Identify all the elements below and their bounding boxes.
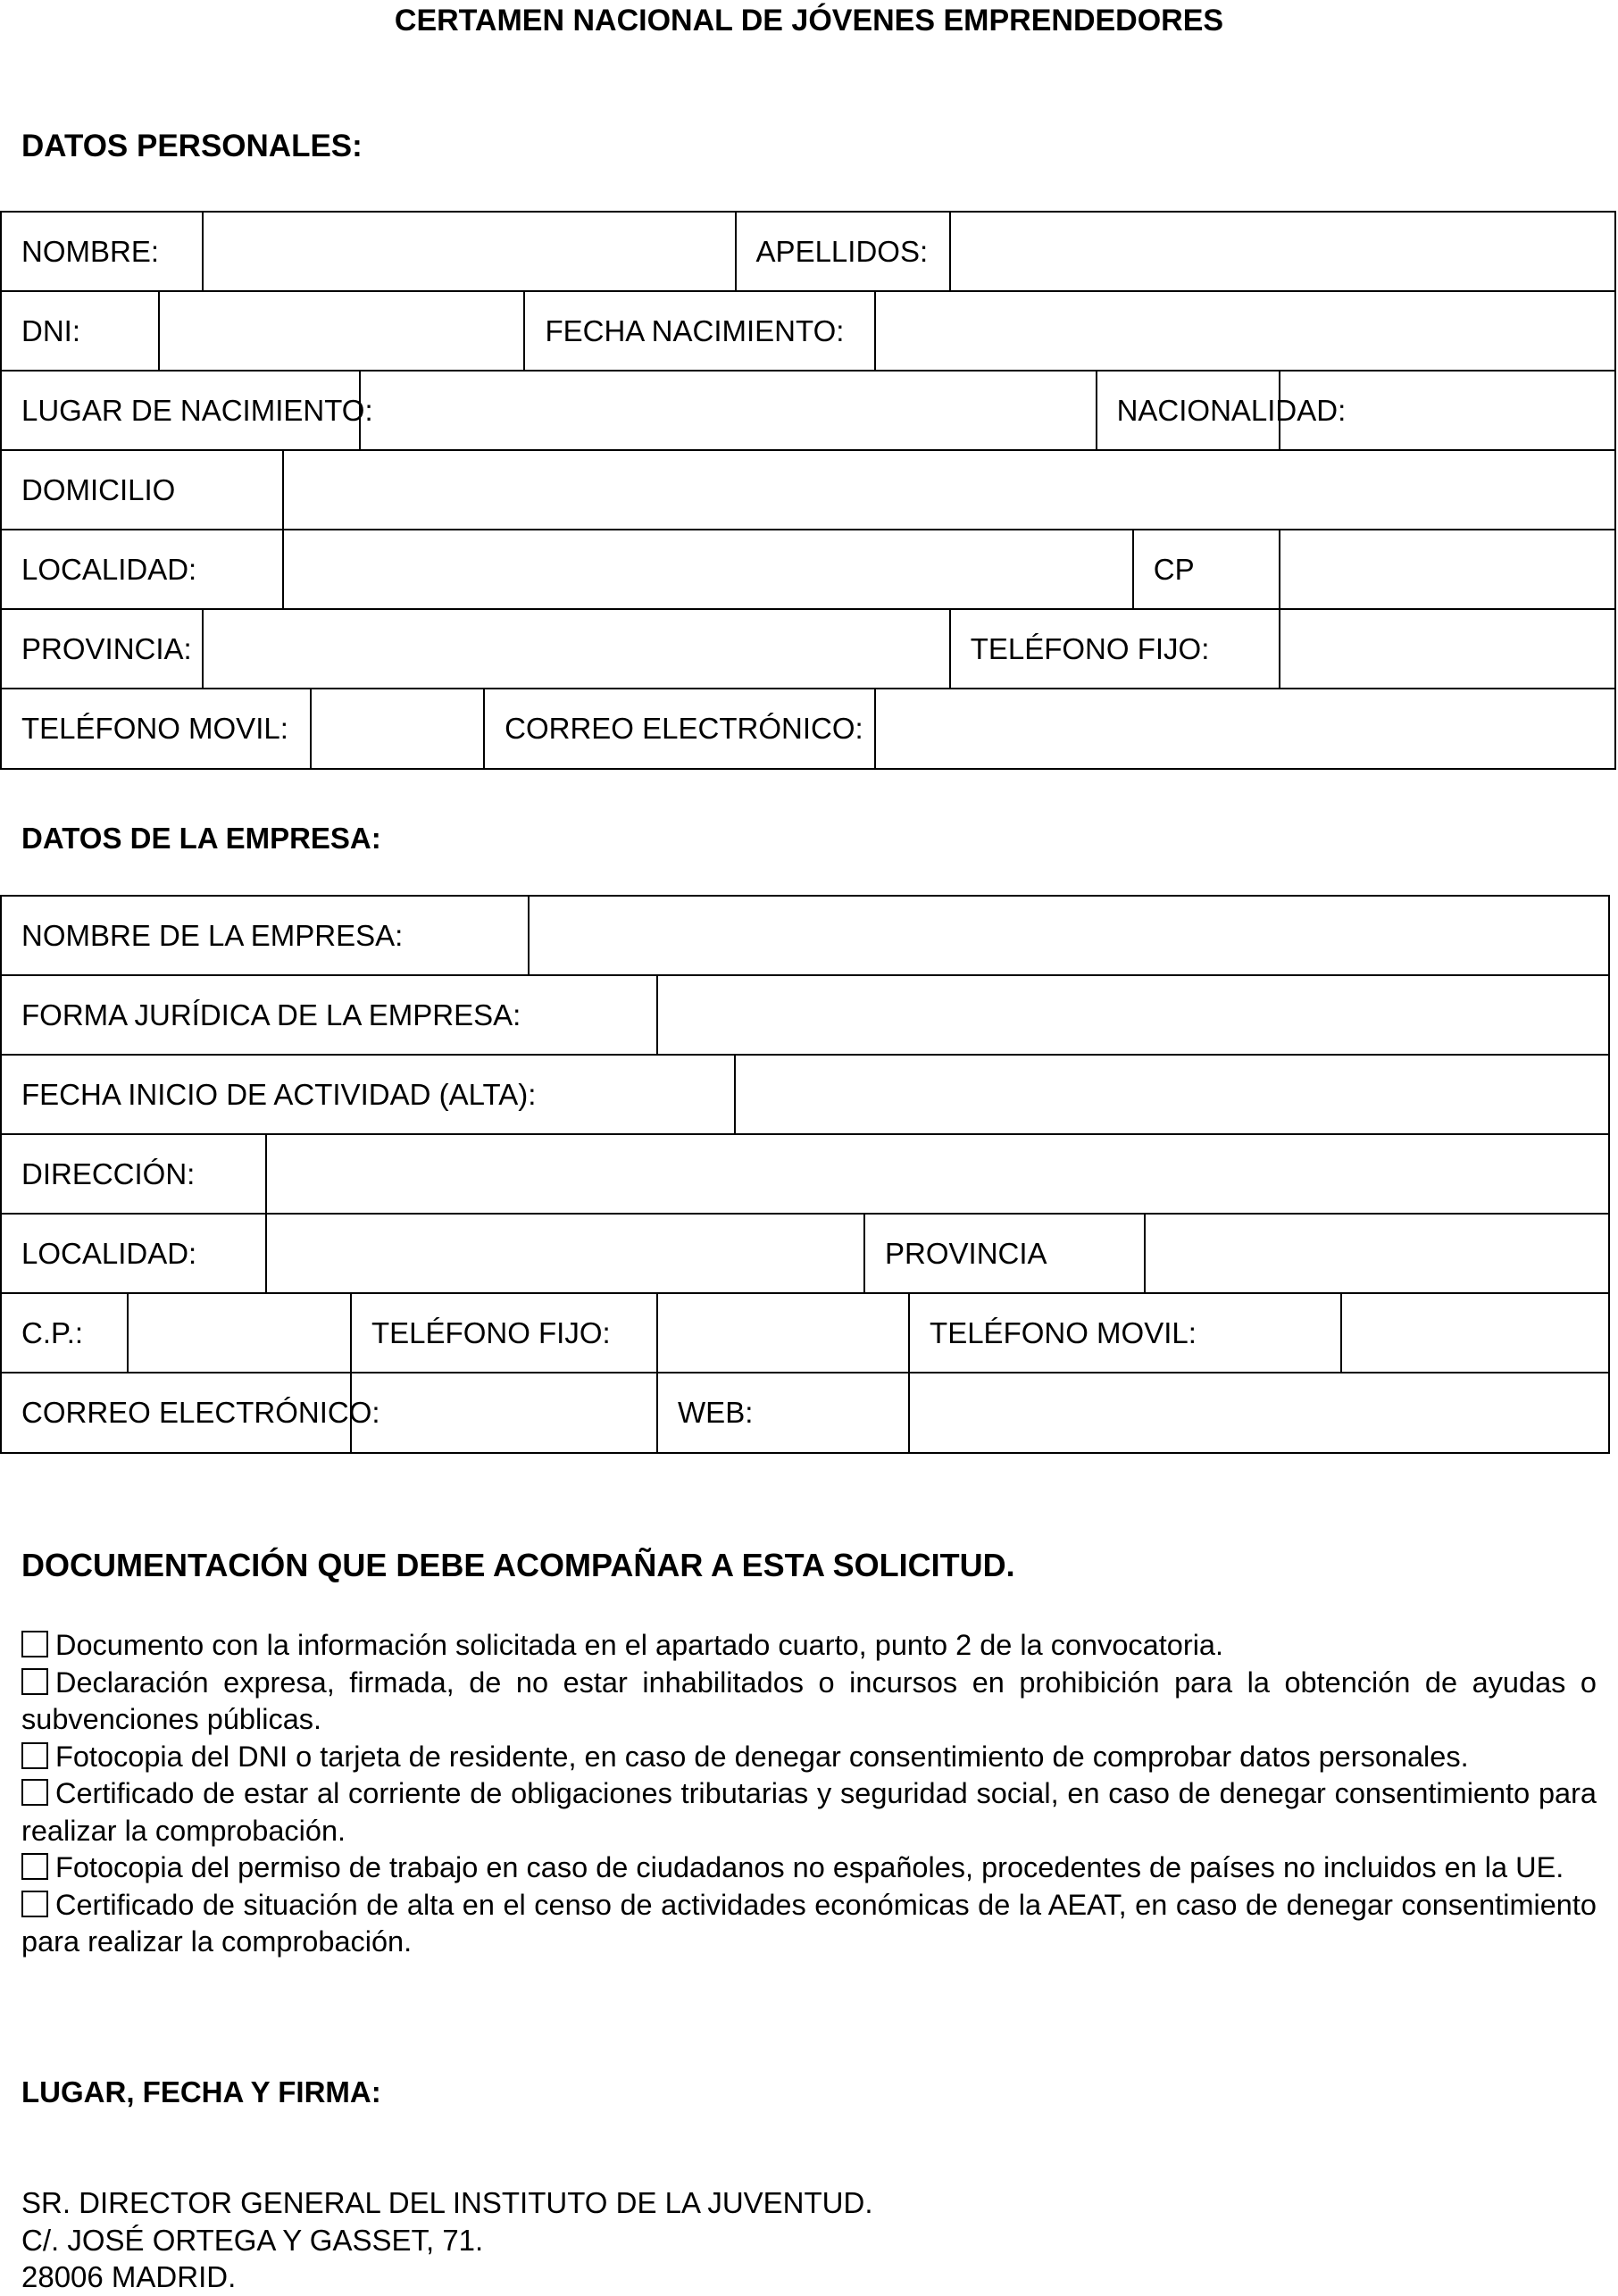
checkbox[interactable] [21,1668,48,1695]
checkbox[interactable] [21,1891,48,1917]
personal-data-table [0,211,1616,770]
empresa-provincia-field[interactable] [1145,1214,1609,1293]
checklist-item [21,1627,1597,1665]
lugar-nacimiento-label: LUGAR DE NACIMIENTO: [1,371,360,450]
direccion-label: DIRECCIÓN: [1,1134,266,1214]
telefono-movil-label: TELÉFONO MOVIL: [1,689,311,769]
telefono-fijo-label: TELÉFONO FIJO: [950,609,1280,689]
empresa-telefono-fijo-label: TELÉFONO FIJO: [351,1293,657,1373]
domicilio-field[interactable] [283,450,1615,530]
telefono-fijo-field[interactable] [1280,609,1615,689]
section-heading-datos-personales: DATOS PERSONALES: [21,129,363,163]
empresa-telefono-movil-label: TELÉFONO MOVIL: [909,1293,1341,1373]
empresa-localidad-field[interactable] [266,1214,864,1293]
checklist-item-text: Fotocopia del permiso de trabajo en caso de ciudadanos no españoles, procedentes de países no incluidos en la UE. [55,1851,1564,1883]
empresa-provincia-label: PROVINCIA [864,1214,1145,1293]
empresa-correo-field[interactable] [351,1373,657,1453]
documentation-checklist [21,1627,1597,1961]
address-line-city: 28006 MADRID. [21,2260,237,2293]
empresa-correo-label: CORREO ELECTRÓNICO: [1,1373,351,1453]
address-line-recipient: SR. DIRECTOR GENERAL DEL INSTITUTO DE LA JUVENTUD. [21,2186,873,2219]
apellidos-field[interactable] [950,212,1615,291]
domicilio-label: DOMICILIO [1,450,283,530]
checkbox[interactable] [21,1779,48,1806]
cp-label: CP [1133,530,1280,609]
section-heading-datos-empresa: DATOS DE LA EMPRESA: [21,822,381,855]
section-heading-lugar-fecha-firma: LUGAR, FECHA Y FIRMA: [21,2075,381,2108]
apellidos-label: APELLIDOS: [736,212,950,291]
nacionalidad-label: NACIONALIDAD: [1097,371,1280,450]
provincia-field[interactable] [203,609,950,689]
checkbox[interactable] [21,1631,48,1657]
nombre-label: NOMBRE: [1,212,203,291]
forma-juridica-label: FORMA JURÍDICA DE LA EMPRESA: [1,975,657,1055]
web-field[interactable] [909,1373,1609,1453]
correo-label: CORREO ELECTRÓNICO: [484,689,875,769]
correo-field[interactable] [875,689,1615,769]
provincia-label: PROVINCIA: [1,609,203,689]
recipient-address [21,2184,873,2296]
nombre-field[interactable] [203,212,736,291]
checklist-item-text: Certificado de estar al corriente de obligaciones tributarias y seguridad social, en caso de denegar consentimiento para realizar la comprobación. [21,1777,1597,1847]
address-line-street: C/. JOSÉ ORTEGA Y GASSET, 71. [21,2223,484,2257]
telefono-movil-field[interactable] [311,689,484,769]
dni-label: DNI: [1,291,159,371]
checkbox[interactable] [21,1853,48,1880]
fecha-nacimiento-field[interactable] [875,291,1615,371]
checklist-item-text: Fotocopia del DNI o tarjeta de residente, en caso de denegar consentimiento de comprobar datos personales. [55,1740,1469,1773]
forma-juridica-field[interactable] [657,975,1609,1055]
fecha-nacimiento-label: FECHA NACIMIENTO: [524,291,875,371]
lugar-nacimiento-field[interactable] [360,371,1097,450]
direccion-field[interactable] [266,1134,1609,1214]
localidad-field[interactable] [283,530,1132,609]
section-heading-documentacion: DOCUMENTACIÓN QUE DEBE ACOMPAÑAR A ESTA SOLICITUD. [21,1547,1015,1583]
empresa-cp-field[interactable] [128,1293,351,1373]
empresa-localidad-label: LOCALIDAD: [1,1214,266,1293]
checkbox[interactable] [21,1742,48,1769]
checklist-item [21,1739,1597,1776]
nombre-empresa-label: NOMBRE DE LA EMPRESA: [1,896,529,975]
empresa-cp-label: C.P.: [1,1293,128,1373]
dni-field[interactable] [159,291,524,371]
document-title: CERTAMEN NACIONAL DE JÓVENES EMPRENDEDORES [394,4,1224,38]
empresa-telefono-movil-field[interactable] [1341,1293,1609,1373]
cp-field[interactable] [1280,530,1615,609]
checklist-item [21,1775,1597,1849]
checklist-item [21,1665,1597,1739]
nombre-empresa-field[interactable] [529,896,1609,975]
checklist-item [21,1849,1597,1887]
checklist-item [21,1887,1597,1961]
empresa-telefono-fijo-field[interactable] [657,1293,909,1373]
checklist-item-text: Certificado de situación de alta en el censo de actividades económicas de la AEAT, en caso de denegar consentimiento para realizar la comprobación. [21,1888,1597,1958]
web-label: WEB: [657,1373,909,1453]
company-data-table [0,895,1610,1454]
checklist-item-text: Declaración expresa, firmada, de no estar inhabilitados o incursos en prohibición para la obtención de ayudas o subvenciones públicas. [21,1666,1597,1735]
fecha-inicio-label: FECHA INICIO DE ACTIVIDAD (ALTA): [1,1055,735,1134]
checklist-item-text: Documento con la información solicitada en el apartado cuarto, punto 2 de la convocatoria. [55,1629,1224,1661]
localidad-label: LOCALIDAD: [1,530,283,609]
fecha-inicio-field[interactable] [735,1055,1609,1134]
